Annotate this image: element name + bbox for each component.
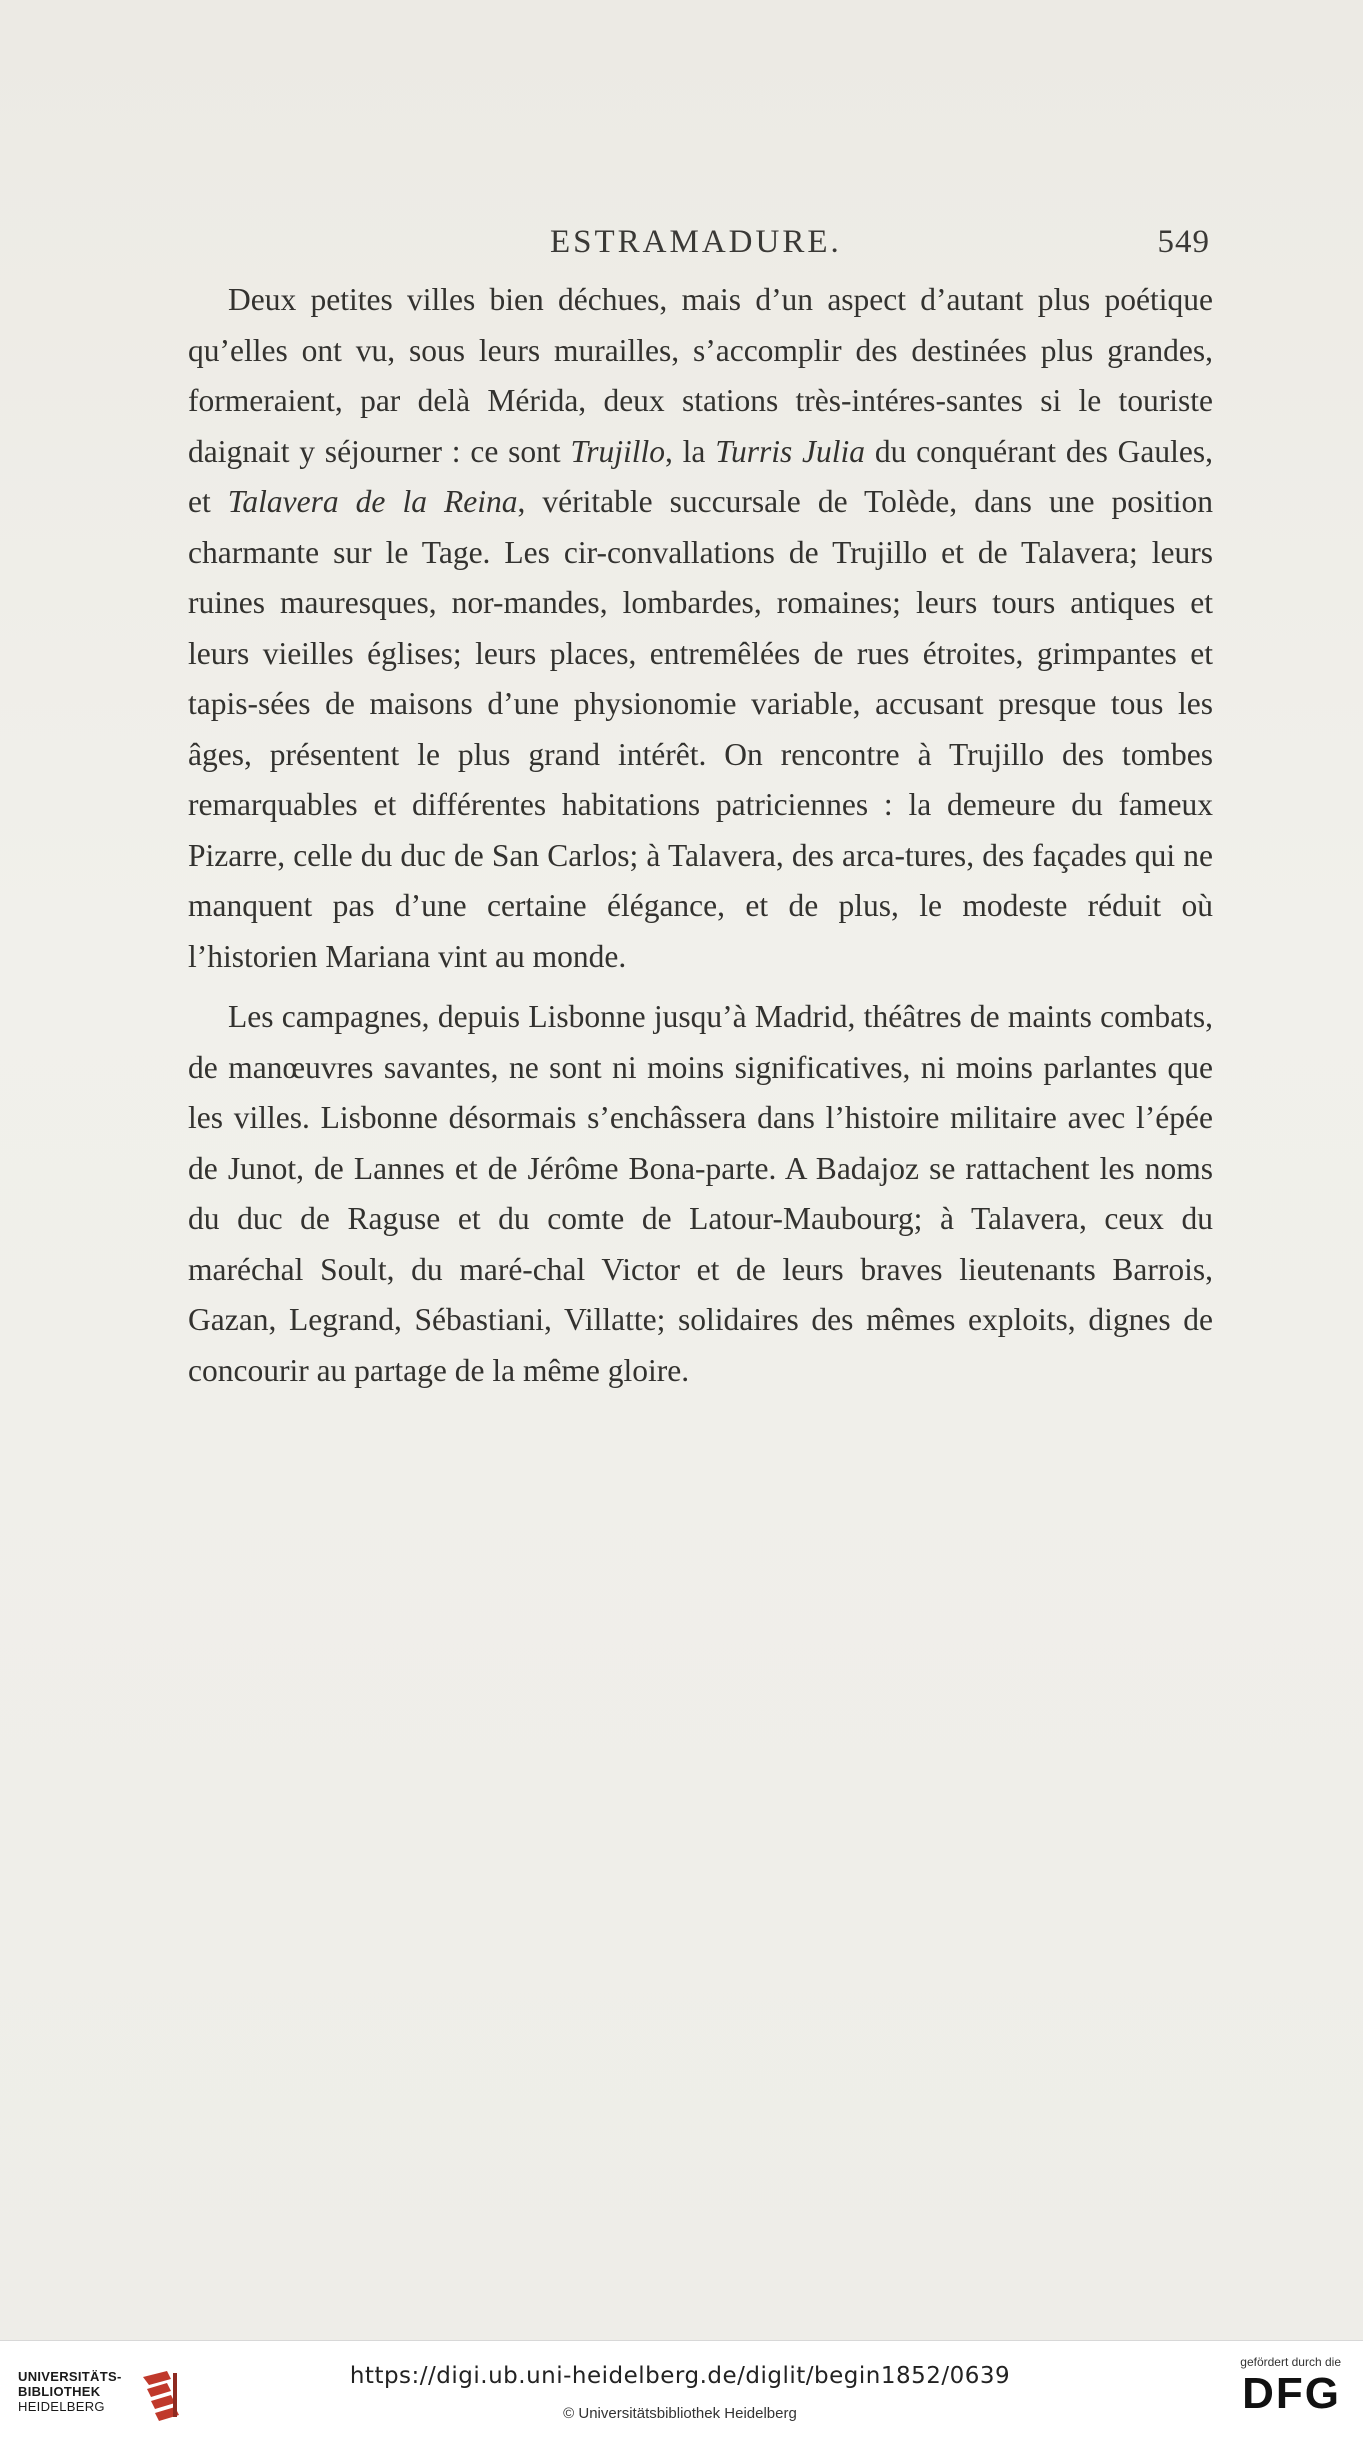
body-text <box>188 275 1213 1396</box>
library-name-line-3: HEIDELBERG <box>18 2399 105 2414</box>
library-name-line-2: BIBLIOTHEK <box>18 2384 101 2399</box>
paragraph-1-text-a: Deux petites villes bien déchues, mais d’un aspect d’autant plus poétique qu’elles ont vu, sous leurs murailles, s’accomplir des destinées plus grandes, formeraient, par delà Mérida, deux stations très-intéres-santes si le touriste daignait y séjourner : ce sont <box>188 282 1213 469</box>
copyright-notice: © Universitätsbibliothek Heidelberg <box>563 2405 797 2422</box>
paragraph-1-text-d: , véritable succursale de Tolède, dans une position charmante sur le Tage. Les cir-convallations de Trujillo et de Talavera; leurs ruines mauresques, nor-mandes, lombardes, romaines; leurs tours antiques et leurs vieilles églises; leurs places, entremêlées de rues étroites, grimpantes et tapis-sées de maisons d’une physionomie variable, accusant presque tous les âges, présentent le plus grand intérêt. On rencontre à Trujillo des tombes remarquables et différentes habitations patriciennes : la demeure du fameux Pizarre, celle du duc de San Carlos; à Talavera, des arca-tures, des façades qui ne manquent pas d’une certaine élégance, et de plus, le modeste réduit où l’historien Mariana vint au monde. <box>188 484 1214 974</box>
running-head <box>190 214 1210 274</box>
paragraph-1-text-b: , la <box>664 433 716 469</box>
place-name-talavera: Talavera de la Reina <box>227 484 518 519</box>
dfg-logo: DFG <box>1242 2369 1341 2418</box>
ub-heidelberg-logo-icon <box>137 2367 191 2423</box>
paragraph-1 <box>188 275 1213 982</box>
paragraph-1-text-c: du conquérant des Gaules, et <box>188 433 1213 519</box>
digitization-footer <box>0 2340 1363 2438</box>
place-name-trujillo: Trujillo <box>570 433 665 469</box>
paragraph-2: Les campagnes, depuis Lisbonne jusqu’à Madrid, théâtres de maints combats, de manœuvres savantes, ne sont ni moins significatives, ni moins parlantes que les villes. Lisbonne désormais s’enchâssera dans l’histoire militaire avec l’épée de Junot, de Lannes et de Jérôme Bona-parte. A Badajoz se rattachent les noms du duc de Raguse et du comte de Latour-Maubourg; à Talavera, ceux du maréchal Soult, du maré-chal Victor et de leurs braves lieutenants Barrois, Gazan, Legrand, Sébastiani, Villatte; solidaires des mêmes exploits, dignes de concourir au partage de la même gloire. <box>188 999 1213 1388</box>
library-name-line-1: UNIVERSITÄTS- <box>18 2369 122 2384</box>
funding-note: gefördert durch die <box>1240 2355 1341 2369</box>
permalink-url[interactable]: https://digi.ub.uni-heidelberg.de/diglit/begin1852/0639 <box>349 2363 1011 2389</box>
place-name-turris-julia: Turris Julia <box>715 433 866 469</box>
page-number: 549 <box>1157 224 1210 260</box>
funder-block[interactable] <box>1211 2355 1341 2430</box>
running-title: ESTRAMADURE. <box>550 224 842 260</box>
